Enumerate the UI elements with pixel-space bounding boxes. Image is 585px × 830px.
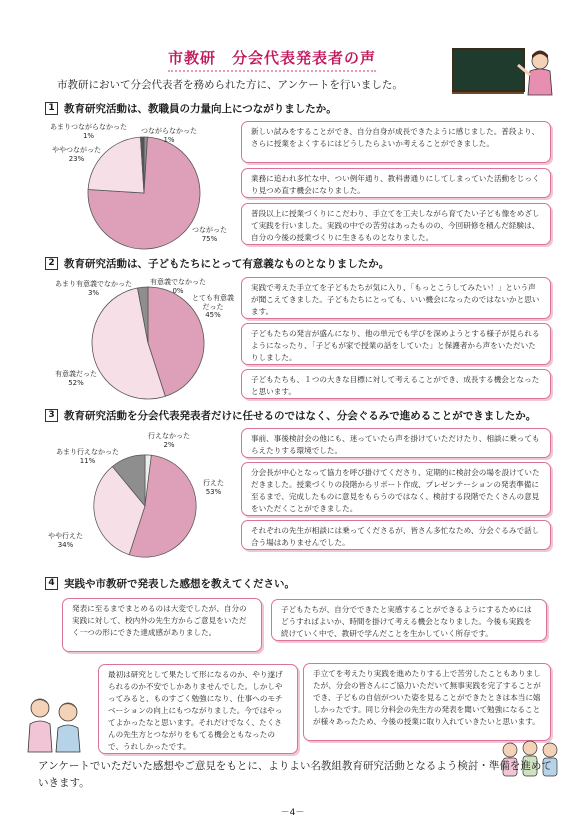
question-3-number: 3 xyxy=(45,409,58,422)
comment-q4-2: 子どもたちが、自分でできたと実感することができるようにするためにはどうすればよいか、時間を掛けて考える機会となりました。今後も実践を続けていく中で、教研で学んだことを生かしていく所存です。 xyxy=(271,599,547,641)
pie-chart-q3 xyxy=(92,453,198,559)
children-illustration xyxy=(20,690,90,755)
pie-label-q3-somewhat: やや行えた 34% xyxy=(48,532,83,549)
pie-label-q3-none: 行えなかった 2% xyxy=(148,432,190,449)
comment-q4-1: 発表に至るまでまとめるのは大変でしたが、自分の実践に対して、校内外の先生方からご意見をいただく一つの形にできた達成感がありました。 xyxy=(62,598,262,652)
comment-q1-1: 新しい試みをすることができ、自分自身が成長できたように感じました。普段より、さらに授業をよくするにはどうしたらよいか考えることができました。 xyxy=(241,121,551,163)
comment-q2-1: 実践で考えた手立てを子どもたちが気に入り、「もっとこうしてみたい！」という声が聞こえてきました。子どもたちにとっても、いい機会になったのではないかと思います。 xyxy=(241,277,551,319)
pie-label-q1-barely: あまりつながらなかった 1% xyxy=(50,123,127,140)
pie-label-q2-barely: あまり有意義でなかった 3% xyxy=(55,280,132,297)
pie-label-q1-somewhat: ややつながった 23% xyxy=(52,146,101,163)
question-3-text: 教育研究活動を分会代表発表者だけに任せるのではなく、分会ぐるみで進めることができましたか。 xyxy=(64,410,537,422)
comment-q2-3: 子どもたちも、１つの大きな目標に対して考えることができ、成長する機会となったと思います。 xyxy=(241,369,551,399)
pie-label-q1-yes: つながった 75% xyxy=(192,226,227,243)
comment-q4-4: 手立てを考えたり実践を進めたりする上で苦労したこともありましたが、分会の皆さんにご協力いただいて無事実践を完了することができ、子どもの自信がついた姿を見ることができたときは本当に嬉しかったです。同じ分科会の先生方の発表を聞いて勉強になることが様々あったため、今後の授業に取り入れていきたいと思います。 xyxy=(303,663,551,741)
comment-q3-3: それぞれの先生が相談には乗ってくださるが、皆さん多忙なため、分会ぐるみで話し合う場はありませんでした。 xyxy=(241,520,551,550)
comment-q4-3: 最初は研究として果たして形になるのか、やり遂げられるのか不安でしかありませんでした。しかしやってみると、ものすごく勉強になり、仕事へのモチベーションの向上にもつながりました。今ではやってよかったなと思います。それだけでなく、たくさんの先生方とつながりをもてる機会ともなったので、うれしかったです。 xyxy=(98,664,298,754)
pie-label-q2-not: 有意義でなかった 0% xyxy=(150,278,206,295)
comment-q3-1: 事前、事後検討会の他にも、迷っていたら声を掛けていただけたり、相談に乗ってもらえたりする環境でした。 xyxy=(241,428,551,458)
question-2-number: 2 xyxy=(45,257,58,270)
question-1-number: 1 xyxy=(45,102,58,115)
comment-q1-3: 普段以上に授業づくりにこだわり、手立てを工夫しながら育てたい子ども像をめざして実践を行いました。実践の中での苦労はあったものの、今回研修を積んだ経験は、自分の今後の授業づくりに生きるものとなりました。 xyxy=(241,203,551,245)
question-1-text: 教育研究活動は、教職員の力量向上につながりましたか。 xyxy=(64,103,337,115)
pie-label-q3-barely: あまり行えなかった 11% xyxy=(56,448,119,465)
pie-chart-q1 xyxy=(86,135,202,251)
comment-q1-2: 業務に追われ多忙な中、つい例年通り、教科書通りにしてしまっていた活動をじっくり見つめ直す機会になりました。 xyxy=(241,168,551,198)
question-4-number: 4 xyxy=(45,577,58,590)
closing-text: アンケートでいただいた感想やご意見をもとに、よりよい名教組教育研究活動となるよう検討・準備を進めていきます。 xyxy=(38,760,552,789)
page-number: －4－ xyxy=(280,808,305,818)
question-3-heading xyxy=(45,408,536,423)
page-title: 市教研 分会代表発表者の声 xyxy=(168,47,376,72)
question-2-heading xyxy=(45,256,389,271)
comment-q3-2: 分会長が中心となって協力を呼び掛けてくださり、定期的に検討会の場を設けていただきました。授業づくりの段階からリポート作成、プレゼンテーションの発表準備に至るまで、完成したものに意見をもらうのではなく、検討する段階でたくさんの意見をいただくことができました。 xyxy=(241,462,551,516)
question-2-text: 教育研究活動は、子どもたちにとって有意義なものとなりましたか。 xyxy=(64,258,390,270)
question-1-heading xyxy=(45,101,337,116)
pie-label-q1-not: つながらなかった 1% xyxy=(141,127,197,144)
question-4-text: 実践や市教研で発表した感想を教えてください。 xyxy=(64,578,295,590)
pie-label-q3-yes: 行えた 53% xyxy=(203,479,224,496)
question-4-heading xyxy=(45,576,295,591)
pie-label-q2-yes: 有意義だった 52% xyxy=(55,370,97,387)
intro-text: 市教研において分会代表者を務められた方に、アンケートを行いました。 xyxy=(57,79,403,91)
pie-label-q2-very: とても有意義 だった 45% xyxy=(192,294,234,319)
pie-chart-q2 xyxy=(90,285,206,401)
teacher-blackboard-illustration xyxy=(452,47,562,97)
comment-q2-2: 子どもたちの発言が盛んになり、他の単元でも学びを深めようとする様子が見られるようになったり、「子どもが家で授業の話をしていた」と保護者から声をいただいたりしました。 xyxy=(241,323,551,365)
